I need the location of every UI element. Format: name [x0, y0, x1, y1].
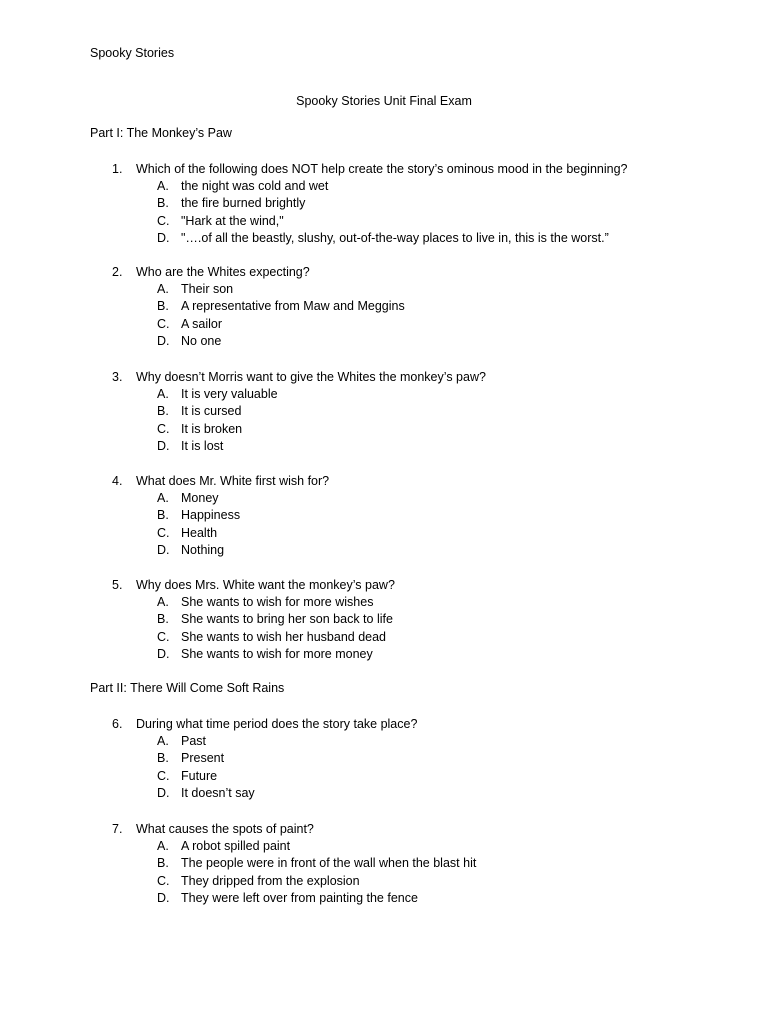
- option-text: the fire burned brightly: [181, 196, 306, 211]
- option-text: She wants to bring her son back to life: [181, 612, 393, 627]
- answer-option: [0, 733, 768, 750]
- option-text: It is lost: [181, 438, 224, 453]
- answer-option: [0, 333, 768, 350]
- option-letter: C.: [157, 873, 170, 888]
- option-text: Past: [181, 734, 207, 748]
- option-text: "….of all the beastly, slushy, out-of-the-way places to live in, this is the worst.”: [181, 230, 609, 245]
- option-text: Health: [181, 525, 218, 540]
- answer-option: [0, 281, 768, 298]
- answer-option: [0, 611, 768, 628]
- option-letter: D.: [157, 785, 170, 800]
- option-text: She wants to wish for more wishes: [181, 595, 374, 609]
- part-heading: Part I: The Monkey’s Paw: [90, 126, 232, 140]
- option-letter: B.: [157, 404, 169, 419]
- option-text: She wants to wish for more money: [181, 646, 373, 661]
- answer-option: [0, 195, 768, 212]
- option-text: Nothing: [181, 542, 225, 557]
- option-text: It is cursed: [181, 404, 242, 419]
- option-letter: D.: [157, 438, 170, 453]
- option-letter: A.: [157, 734, 169, 748]
- option-letter: C.: [157, 421, 170, 436]
- answer-option: [0, 213, 768, 230]
- question-number: 1.: [112, 162, 123, 176]
- option-text: The people were in front of the wall when the blast hit: [181, 856, 477, 871]
- option-letter: B.: [157, 612, 169, 627]
- answer-option: [0, 403, 768, 420]
- question-number: 2.: [112, 265, 123, 279]
- option-text: They were left over from painting the fence: [181, 890, 418, 905]
- option-text: the night was cold and wet: [181, 179, 329, 193]
- option-letter: A.: [157, 179, 169, 193]
- option-text: They dripped from the explosion: [181, 873, 360, 888]
- answer-option: [0, 750, 768, 767]
- option-text: A representative from Maw and Meggins: [181, 299, 405, 314]
- document-header: Spooky Stories: [90, 46, 175, 60]
- question-4: [0, 472, 768, 559]
- question-text: What does Mr. White first wish for?: [136, 474, 330, 488]
- answer-option: [0, 230, 768, 247]
- answer-option: [0, 594, 768, 611]
- option-text: It is very valuable: [181, 387, 278, 401]
- question-1: [0, 160, 768, 247]
- question-text: Why does Mrs. White want the monkey’s paw?: [136, 578, 395, 592]
- option-letter: A.: [157, 282, 169, 296]
- question-text: Which of the following does NOT help create the story’s ominous mood in the beginning?: [136, 162, 628, 176]
- question-number: 6.: [112, 717, 123, 731]
- option-letter: D.: [157, 646, 170, 661]
- answer-option: [0, 507, 768, 524]
- option-letter: D.: [157, 542, 170, 557]
- question-text: What causes the spots of paint?: [136, 822, 314, 836]
- option-text: A robot spilled paint: [181, 839, 291, 853]
- option-letter: B.: [157, 856, 169, 871]
- question-6: [0, 715, 768, 802]
- answer-option: [0, 386, 768, 403]
- answer-option: [0, 890, 768, 907]
- question-5: [0, 576, 768, 663]
- option-text: "Hark at the wind,": [181, 213, 284, 228]
- option-letter: C.: [157, 768, 170, 783]
- answer-option: [0, 298, 768, 315]
- option-letter: C.: [157, 525, 170, 540]
- option-letter: A.: [157, 491, 169, 505]
- option-text: No one: [181, 333, 222, 348]
- answer-option: [0, 438, 768, 455]
- question-7: [0, 820, 768, 907]
- answer-option: [0, 316, 768, 333]
- page-title: Spooky Stories Unit Final Exam: [296, 94, 472, 108]
- option-text: Their son: [181, 282, 234, 296]
- answer-option: [0, 855, 768, 872]
- question-number: 4.: [112, 474, 123, 488]
- option-text: Happiness: [181, 508, 241, 523]
- answer-option: [0, 646, 768, 663]
- answer-option: [0, 838, 768, 855]
- question-number: 7.: [112, 822, 123, 836]
- option-letter: C.: [157, 316, 170, 331]
- question-text: During what time period does the story take place?: [136, 717, 418, 731]
- question-number: 5.: [112, 578, 123, 592]
- option-text: Money: [181, 491, 219, 505]
- answer-option: [0, 178, 768, 195]
- answer-option: [0, 542, 768, 559]
- option-letter: B.: [157, 299, 169, 314]
- option-letter: A.: [157, 595, 169, 609]
- option-letter: D.: [157, 333, 170, 348]
- option-text: It is broken: [181, 421, 243, 436]
- option-text: She wants to wish her husband dead: [181, 629, 386, 644]
- option-text: Future: [181, 768, 218, 783]
- option-letter: A.: [157, 387, 169, 401]
- question-text: Who are the Whites expecting?: [136, 265, 310, 279]
- option-letter: A.: [157, 839, 169, 853]
- option-letter: B.: [157, 751, 169, 766]
- answer-option: [0, 421, 768, 438]
- option-text: It doesn’t say: [181, 785, 255, 800]
- question-2: [0, 263, 768, 350]
- question-3: [0, 368, 768, 455]
- option-text: A sailor: [181, 316, 222, 331]
- answer-option: [0, 629, 768, 646]
- answer-option: [0, 873, 768, 890]
- answer-option: [0, 785, 768, 802]
- option-letter: D.: [157, 890, 170, 905]
- option-letter: C.: [157, 213, 170, 228]
- answer-option: [0, 490, 768, 507]
- answer-option: [0, 768, 768, 785]
- question-text: Why doesn’t Morris want to give the Whites the monkey’s paw?: [136, 370, 486, 384]
- option-letter: B.: [157, 508, 169, 523]
- part-heading: Part II: There Will Come Soft Rains: [90, 681, 285, 695]
- option-letter: B.: [157, 196, 169, 211]
- answer-option: [0, 525, 768, 542]
- option-letter: D.: [157, 230, 170, 245]
- question-number: 3.: [112, 370, 123, 384]
- option-text: Present: [181, 751, 225, 766]
- option-letter: C.: [157, 629, 170, 644]
